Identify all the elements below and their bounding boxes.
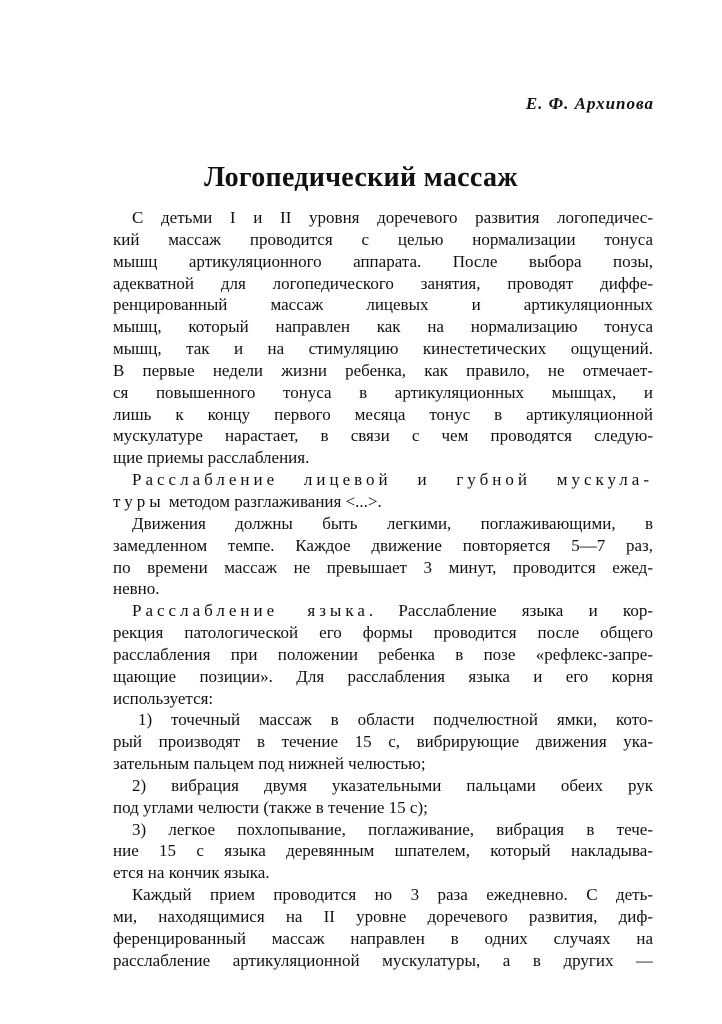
text-line: ренцированный массаж лицевых и артикуляционных [113, 295, 653, 315]
text-line: ся повышенного тонуса в артикуляционных мышцах, и [113, 382, 653, 402]
text-line: рекция патологической его формы проводится после общего [113, 623, 653, 643]
text-fragment: . Расслабление языка и кор- [368, 601, 653, 621]
text-line: В первые недели жизни ребенка, как правило, не отмечает- [113, 360, 653, 380]
text-line: ференцированный массаж направлен в одних случаях на [113, 928, 653, 948]
body-text [113, 207, 653, 972]
text-line: невно. [113, 579, 160, 599]
text-fragment: методом разглаживания <...>. [164, 491, 382, 511]
text-line: рый производят в течение 15 с, вибрирующие движения ука- [113, 732, 653, 752]
text-line: лишь к концу первого месяца тонус в артикуляционной [113, 404, 653, 424]
text-line: расслабления при положении ребенка в позе «рефлекс-запре- [113, 644, 653, 664]
spaced-subheading: Расслабление языка [132, 601, 369, 621]
list-item-line: 2) вибрация двумя указательными пальцами обеих рук [132, 775, 653, 795]
text-line [113, 600, 653, 622]
text-line: мышц, который направлен как на нормализацию тонуса [113, 317, 653, 337]
text-line: зательным пальцем под нижней челюстью; [113, 754, 426, 774]
list-item-line: 1) точечный массаж в области подчелюстной ямки, кото- [138, 710, 653, 730]
text-line: С детьми I и II уровня доречевого развития логопедичес- [132, 208, 653, 227]
text-line: ние 15 с языка деревянным шпателем, который накладыва- [113, 841, 653, 861]
text-line: замедленном темпе. Каждое движение повторяется 5—7 раз, [113, 535, 653, 555]
text-line: щающие позиции». Для расслабления языка и его корня [113, 666, 653, 686]
list-item-line: 3) легкое похлопывание, поглаживание, вибрация в тече- [132, 819, 653, 839]
text-line: адекватной для логопедического занятия, проводят диффе- [113, 273, 653, 293]
text-line: по времени массаж не превышает 3 минут, проводится ежед- [113, 557, 653, 577]
spaced-subheading: Расслабление лицевой и губной мускула- [132, 470, 653, 490]
text-line: кий массаж проводится с целью нормализации тонуса [113, 229, 653, 249]
text-line: ми, находящимися на II уровне доречевого развития, диф- [113, 907, 653, 926]
text-line: щие приемы расслабления. [113, 448, 310, 468]
running-header-author: Е. Ф. Архипова [525, 94, 654, 113]
text-line: мышц, так и на стимуляцию кинестетических ощущений. [113, 339, 653, 359]
text-line: мышц артикуляционного аппарата. После выбора позы, [113, 251, 653, 271]
text-line: мускулатуре нарастает, в связи с чем проводятся следую- [113, 426, 653, 446]
text-line: используется: [113, 688, 214, 708]
section-title: Логопедический массаж [204, 162, 518, 193]
spaced-subheading-end: туры [113, 491, 165, 511]
text-line: Движения должны быть легкими, поглаживающими, в [132, 513, 653, 533]
text-line: расслабление артикуляционной мускулатуры, а в других — [113, 950, 653, 970]
text-line: под углами челюсти (также в течение 15 с); [113, 797, 428, 817]
text-line [113, 491, 653, 513]
text-line: Каждый прием проводится но 3 раза ежедневно. С деть- [132, 885, 653, 905]
text-line: ется на кончик языка. [113, 863, 270, 883]
